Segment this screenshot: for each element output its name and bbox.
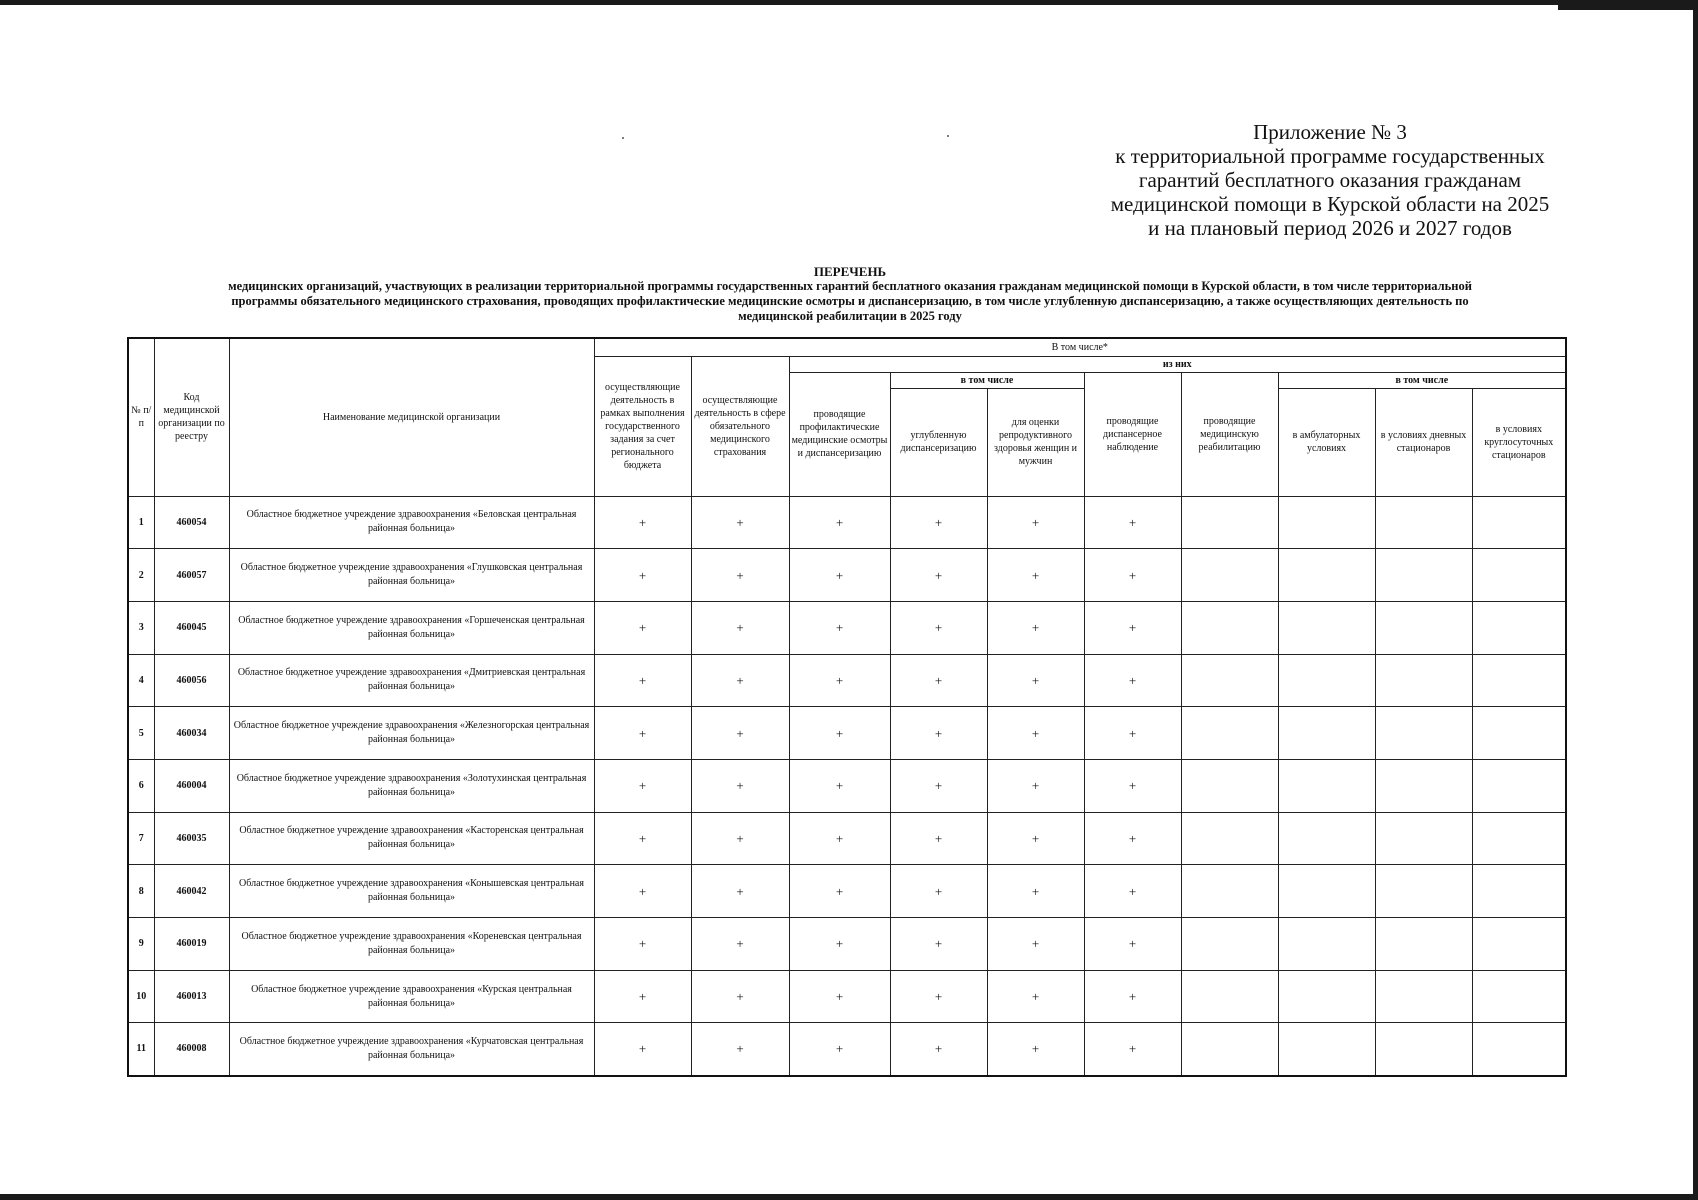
mark-cell: +: [1084, 707, 1181, 760]
header-row: [128, 338, 1566, 356]
mark-cell: +: [789, 759, 890, 812]
mark-cell: [1375, 1023, 1472, 1076]
scan-speck: [947, 135, 949, 137]
row-code: 460056: [154, 654, 229, 707]
mark-cell: +: [987, 759, 1084, 812]
mark-cell: +: [987, 970, 1084, 1023]
mark-cell: [1472, 601, 1566, 654]
mark-cell: [1472, 1023, 1566, 1076]
mark-cell: +: [987, 549, 1084, 602]
mark-cell: [1278, 707, 1375, 760]
mark-cell: +: [987, 1023, 1084, 1076]
col-header-num: № п/п: [128, 338, 154, 496]
mark-cell: +: [594, 970, 691, 1023]
mark-cell: +: [594, 549, 691, 602]
col-header-oms: осуществляющие деятельность в сфере обязательного медицинского страхования: [691, 356, 789, 496]
mark-cell: +: [594, 812, 691, 865]
mark-cell: +: [691, 918, 789, 971]
mark-cell: +: [1084, 812, 1181, 865]
mark-cell: [1375, 812, 1472, 865]
scan-speck: [622, 137, 624, 139]
mark-cell: [1472, 549, 1566, 602]
row-num: 8: [128, 865, 154, 918]
mark-cell: +: [890, 549, 987, 602]
col-header-code: Код медицинской организации по реестру: [154, 338, 229, 496]
mark-cell: +: [1084, 970, 1181, 1023]
row-code: 460004: [154, 759, 229, 812]
col-header-day-hospital: в условиях дневных стационаров: [1375, 388, 1472, 496]
mark-cell: +: [594, 601, 691, 654]
mark-cell: [1181, 1023, 1278, 1076]
mark-cell: [1375, 865, 1472, 918]
row-code: 460008: [154, 1023, 229, 1076]
mark-cell: +: [890, 865, 987, 918]
row-org-name: Областное бюджетное учреждение здравоохранения «Курская центральная районная больница»: [229, 970, 594, 1023]
mark-cell: +: [594, 865, 691, 918]
mark-cell: +: [987, 865, 1084, 918]
mark-cell: +: [890, 970, 987, 1023]
table-row: [128, 707, 1566, 760]
row-code: 460045: [154, 601, 229, 654]
mark-cell: +: [789, 654, 890, 707]
mark-cell: +: [691, 812, 789, 865]
mark-cell: +: [691, 601, 789, 654]
table-row: [128, 601, 1566, 654]
mark-cell: [1181, 918, 1278, 971]
mark-cell: [1375, 759, 1472, 812]
row-org-name: Областное бюджетное учреждение здравоохранения «Золотухинская центральная районная больница»: [229, 759, 594, 812]
mark-cell: +: [987, 601, 1084, 654]
row-org-name: Областное бюджетное учреждение здравоохранения «Кореневская центральная районная больница»: [229, 918, 594, 971]
col-header-disp-observation: проводящие диспансерное наблюдение: [1084, 372, 1181, 496]
mark-cell: +: [890, 759, 987, 812]
row-org-name: Областное бюджетное учреждение здравоохранения «Беловская центральная районная больница»: [229, 496, 594, 549]
mark-cell: [1181, 601, 1278, 654]
mark-cell: +: [594, 759, 691, 812]
col-header-prof-exam: проводящие профилактические медицинские осмотры и диспансеризацию: [789, 372, 890, 496]
row-num: 3: [128, 601, 154, 654]
table-row: [128, 654, 1566, 707]
mark-cell: [1472, 970, 1566, 1023]
col-header-deep-disp: углубленную диспансеризацию: [890, 388, 987, 496]
table-row: [128, 812, 1566, 865]
mark-cell: [1181, 549, 1278, 602]
mark-cell: +: [789, 812, 890, 865]
mark-cell: +: [987, 654, 1084, 707]
mark-cell: +: [1084, 601, 1181, 654]
mark-cell: [1375, 654, 1472, 707]
mark-cell: [1472, 654, 1566, 707]
table-row: [128, 970, 1566, 1023]
title-line: медицинских организаций, участвующих в реализации территориальной программы государственных гарантий бесплатного оказания гражданам медицинской помощи в Курской области, в том числе территориальной: [228, 279, 1472, 293]
mark-cell: [1278, 918, 1375, 971]
col-header-name: Наименование медицинской организации: [229, 338, 594, 496]
mark-cell: [1375, 918, 1472, 971]
mark-cell: [1472, 918, 1566, 971]
appendix-line: Приложение № 3: [1253, 120, 1407, 144]
row-num: 2: [128, 549, 154, 602]
col-header-of-them: из них: [789, 356, 1566, 372]
title-heading: ПЕРЕЧЕНЬ: [813, 264, 887, 279]
table-row: [128, 865, 1566, 918]
mark-cell: +: [987, 918, 1084, 971]
mark-cell: [1181, 496, 1278, 549]
mark-cell: [1181, 654, 1278, 707]
mark-cell: +: [1084, 496, 1181, 549]
mark-cell: +: [890, 1023, 987, 1076]
mark-cell: [1278, 865, 1375, 918]
row-num: 11: [128, 1023, 154, 1076]
mark-cell: [1472, 707, 1566, 760]
mark-cell: [1375, 707, 1472, 760]
row-num: 9: [128, 918, 154, 971]
row-code: 460057: [154, 549, 229, 602]
scan-border-corner: [1558, 0, 1698, 10]
mark-cell: +: [987, 707, 1084, 760]
mark-cell: +: [789, 1023, 890, 1076]
mark-cell: +: [789, 549, 890, 602]
row-code: 460035: [154, 812, 229, 865]
mark-cell: +: [594, 1023, 691, 1076]
mark-cell: [1278, 549, 1375, 602]
mark-cell: +: [691, 759, 789, 812]
mark-cell: +: [594, 496, 691, 549]
mark-cell: [1375, 549, 1472, 602]
mark-cell: [1181, 759, 1278, 812]
mark-cell: +: [691, 707, 789, 760]
mark-cell: +: [691, 496, 789, 549]
mark-cell: +: [1084, 759, 1181, 812]
table-row: [128, 918, 1566, 971]
title-line: программы обязательного медицинского страхования, проводящих профилактические медицинские осмотры и диспансеризацию, в том числе углубленную диспансеризацию, а также осуществляющих деятельность по: [231, 294, 1469, 308]
row-code: 460042: [154, 865, 229, 918]
mark-cell: [1278, 1023, 1375, 1076]
table-row: [128, 1023, 1566, 1076]
row-org-name: Областное бюджетное учреждение здравоохранения «Дмитриевская центральная районная больница»: [229, 654, 594, 707]
row-org-name: Областное бюджетное учреждение здравоохранения «Горшеченская центральная районная больница»: [229, 601, 594, 654]
col-header-rehab: проводящие медицинскую реабилитацию: [1181, 372, 1278, 496]
row-org-name: Областное бюджетное учреждение здравоохранения «Касторенская центральная районная больница»: [229, 812, 594, 865]
mark-cell: +: [890, 812, 987, 865]
mark-cell: [1278, 601, 1375, 654]
mark-cell: +: [691, 549, 789, 602]
mark-cell: +: [789, 865, 890, 918]
mark-cell: +: [1084, 654, 1181, 707]
mark-cell: +: [987, 496, 1084, 549]
mark-cell: +: [789, 707, 890, 760]
mark-cell: [1375, 601, 1472, 654]
mark-cell: [1472, 496, 1566, 549]
row-org-name: Областное бюджетное учреждение здравоохранения «Глушковская центральная районная больница»: [229, 549, 594, 602]
mark-cell: [1472, 865, 1566, 918]
table-row: [128, 549, 1566, 602]
mark-cell: +: [691, 970, 789, 1023]
mark-cell: +: [1084, 918, 1181, 971]
col-header-ambulatory: в амбулаторных условиях: [1278, 388, 1375, 496]
row-code: 460054: [154, 496, 229, 549]
row-num: 1: [128, 496, 154, 549]
row-org-name: Областное бюджетное учреждение здравоохранения «Конышевская центральная районная больница»: [229, 865, 594, 918]
mark-cell: [1181, 865, 1278, 918]
mark-cell: +: [789, 496, 890, 549]
row-num: 6: [128, 759, 154, 812]
mark-cell: [1278, 654, 1375, 707]
row-code: 460019: [154, 918, 229, 971]
row-num: 5: [128, 707, 154, 760]
row-num: 4: [128, 654, 154, 707]
mark-cell: [1181, 812, 1278, 865]
mark-cell: +: [1084, 865, 1181, 918]
row-code: 460034: [154, 707, 229, 760]
scan-border-right: [1693, 0, 1698, 1200]
document-title: [140, 264, 1560, 324]
mark-cell: +: [890, 654, 987, 707]
row-code: 460013: [154, 970, 229, 1023]
mark-cell: [1375, 496, 1472, 549]
mark-cell: +: [890, 601, 987, 654]
scan-border-top: [0, 0, 1698, 5]
appendix-line: гарантий бесплатного оказания гражданам: [1138, 168, 1522, 192]
mark-cell: [1278, 970, 1375, 1023]
mark-cell: +: [1084, 1023, 1181, 1076]
mark-cell: +: [691, 865, 789, 918]
mark-cell: +: [789, 601, 890, 654]
row-num: 7: [128, 812, 154, 865]
col-header-including-rehab: в том числе: [1278, 372, 1566, 388]
row-org-name: Областное бюджетное учреждение здравоохранения «Курчатовская центральная районная больница»: [229, 1023, 594, 1076]
mark-cell: +: [594, 654, 691, 707]
mark-cell: +: [890, 707, 987, 760]
mark-cell: +: [890, 496, 987, 549]
mark-cell: [1278, 496, 1375, 549]
appendix-line: и на плановый период 2026 и 2027 годов: [1148, 216, 1512, 240]
mark-cell: +: [1084, 549, 1181, 602]
mark-cell: +: [789, 970, 890, 1023]
mark-cell: +: [789, 918, 890, 971]
appendix-line: к территориальной программе государственных: [1115, 144, 1545, 168]
mark-cell: [1278, 759, 1375, 812]
mark-cell: [1375, 970, 1472, 1023]
col-header-in-total: В том числе*: [594, 338, 1566, 356]
mark-cell: [1472, 759, 1566, 812]
mark-cell: [1181, 970, 1278, 1023]
row-num: 10: [128, 970, 154, 1023]
appendix-line: медицинской помощи в Курской области на 2025: [1110, 192, 1550, 216]
mark-cell: [1472, 812, 1566, 865]
col-header-regional-budget: осуществляющие деятельность в рамках выполнения государственного задания за счет регионального бюджета: [594, 356, 691, 496]
mark-cell: +: [594, 918, 691, 971]
mark-cell: +: [691, 654, 789, 707]
mark-cell: [1181, 707, 1278, 760]
col-header-repro: для оценки репродуктивного здоровья женщин и мужчин: [987, 388, 1084, 496]
mark-cell: +: [890, 918, 987, 971]
organizations-table: [127, 337, 1567, 1077]
table-row: [128, 496, 1566, 549]
col-header-round-clock: в условиях круглосуточных стационаров: [1472, 388, 1566, 496]
mark-cell: +: [691, 1023, 789, 1076]
mark-cell: +: [594, 707, 691, 760]
mark-cell: +: [987, 812, 1084, 865]
appendix-note: [1080, 120, 1580, 240]
scan-border-bottom: [0, 1194, 1698, 1200]
table-row: [128, 759, 1566, 812]
col-header-including-disp: в том числе: [890, 372, 1084, 388]
title-line: медицинской реабилитации в 2025 году: [738, 309, 962, 323]
row-org-name: Областное бюджетное учреждение здравоохранения «Железногорская центральная районная больница»: [229, 707, 594, 760]
mark-cell: [1278, 812, 1375, 865]
